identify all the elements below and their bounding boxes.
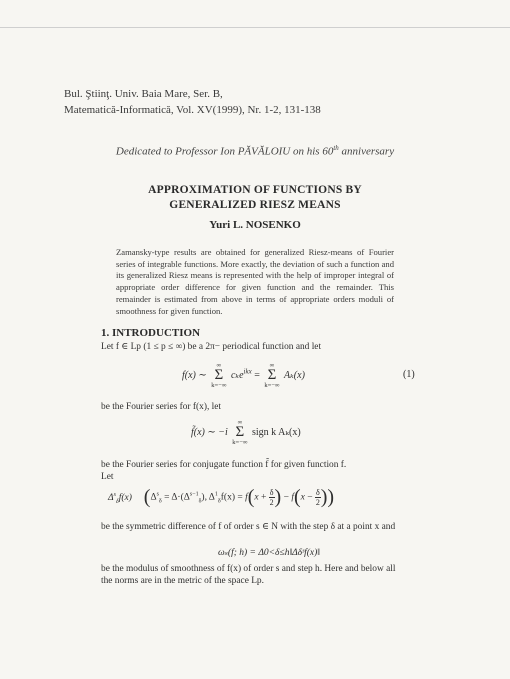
- equation-3: $\Delta^s_\delta f(x)$ ($\Delta^s_\delta = \Delta\cdot(\Delta^{s-1}_\delta)$, $\Delta^1_\delta f(x) = f(x$ + $\frac{\delta}{2}$ ) − f(x − $\frac{\delta}{2}$ )): [108, 486, 335, 508]
- sum-symbol-3: [232, 419, 247, 446]
- equation-4: ωₛ(f; h) = Δ0<δ≤h‖Δδˢf(x)‖: [218, 548, 320, 558]
- dedication-suffix: anniversary: [338, 145, 395, 158]
- paragraph-3: be the Fourier series for conjugate function f̃ for given function f.: [101, 460, 347, 470]
- sum-symbol: [211, 362, 226, 389]
- dedication-sup: th: [333, 144, 339, 152]
- dedication-text: Dedicated to Professor Ion PĂVĂLOIU on his 60: [115, 145, 334, 158]
- title-line-1: APPROXIMATION OF FUNCTIONS BY: [148, 184, 362, 196]
- equation-number: (1): [403, 369, 415, 380]
- eq1-lhs: f(x) ∼: [182, 369, 207, 381]
- dedication: [0, 144, 510, 158]
- abstract: Zamansky-type results are obtained for generalized Riesz-means of Fourier series of integrable functions. More exactly, the deviation of such a function and its generalized Riesz means is represented with the help of improper integral of appropriate order difference for given function and the remainder. This remainder is estimated from above in terms of appropriate orders moduli of smoothness for given function.: [116, 247, 394, 316]
- sigma-glyph-2: Σ: [267, 367, 277, 383]
- paragraph-1: Let f ∈ Lp (1 ≤ p ≤ ∞) be a 2π− periodical function and let: [101, 342, 322, 352]
- equation-1: [182, 362, 305, 389]
- equation-2: [191, 419, 301, 446]
- section-heading: 1. INTRODUCTION: [101, 327, 201, 339]
- scan-top-rule: [0, 27, 510, 28]
- eq1-term: cₖe: [230, 369, 244, 381]
- title-line-2: GENERALIZED RIESZ MEANS: [169, 199, 341, 211]
- sum-top-3: ∞: [237, 419, 243, 426]
- paragraph-2: be the Fourier series for f(x), let: [101, 402, 222, 412]
- paragraph-4: be the symmetric difference of f of order s ∈ N with the step δ at a point x and: [101, 522, 396, 532]
- paragraph-3b: Let: [101, 472, 114, 482]
- journal-line-1: Bul. Ştiinţ. Univ. Baia Mare, Ser. B,: [64, 88, 223, 100]
- sum-top: ∞: [216, 362, 222, 369]
- author-name: Yuri L. NOSENKO: [209, 219, 301, 231]
- eq2-rhs: sign k Aₖ(x): [252, 426, 301, 438]
- sigma-glyph: Σ: [214, 367, 224, 383]
- eq2-lhs: f̃(x) ∼ −i: [191, 426, 228, 438]
- eq1-rhs: Aₖ(x): [284, 369, 305, 381]
- journal-header: [64, 86, 321, 118]
- sum-symbol-2: [264, 362, 279, 389]
- journal-line-2: Matematică-Informatică, Vol. XV(1999), Nr. 1-2, 131-138: [64, 104, 321, 116]
- sum-bottom-2: k=−∞: [264, 382, 280, 389]
- sum-bottom: k=−∞: [211, 382, 227, 389]
- sum-bottom-3: k=−∞: [232, 439, 248, 446]
- sigma-glyph-3: Σ: [235, 424, 245, 440]
- paragraph-5: be the modulus of smoothness of f(x) of order s and step h. Here and below all the norms are in the metric of the space Lp.: [101, 564, 396, 586]
- paper-title: [0, 183, 510, 213]
- eq1-exp: ikx: [243, 367, 252, 376]
- eq1-mid: =: [254, 369, 263, 381]
- sum-top-2: ∞: [269, 362, 275, 369]
